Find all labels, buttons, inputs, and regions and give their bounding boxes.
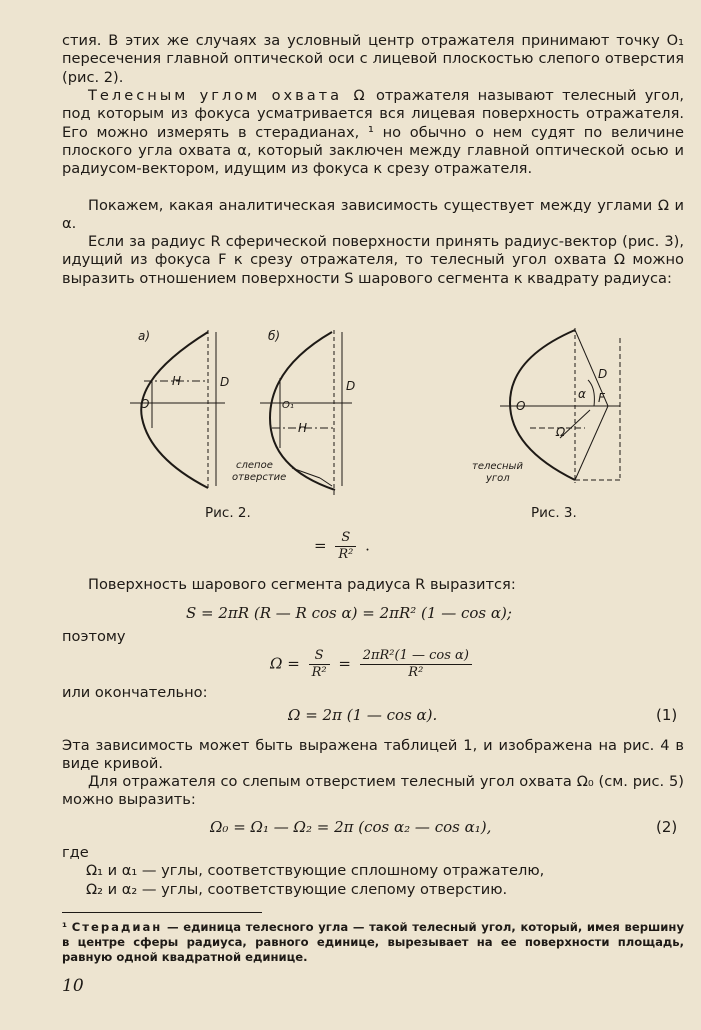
footnote-term: Стерадиан [71,920,163,934]
figure-3 [470,318,645,498]
paragraph-4: Если за радиус R сферической поверхности принять радиус-вектор (рис. 3), идущий из фокуса F к срезу отражателя, то телесный угол охвата Ω можно выразить отношением поверхности S шарового сегмента к квадрату радиуса: [62,233,684,287]
formula-2: Ω₀ = Ω₁ — Ω₂ = 2π (cos α₂ — cos α₁), [210,818,492,836]
footnote [62,920,684,965]
footnote-text: — единица телесного угла — такой телесный угол, который, имея вершину в центре сферы радиуса, равного единице, вырезывает на ее поверхности площадь, равную одной квадратной единице. [62,920,684,964]
fig3-label-O: O [516,399,526,413]
paragraph-7: Для отражателя со слепым отверстием телесный угол охвата Ω₀ (см. рис. 5) можно выразить: [62,773,684,809]
word-finally: или окончательно: [62,684,208,701]
fig2-label-H-a: H [172,374,182,388]
fig3-label-alpha: α [578,387,586,401]
fig2-label-a: а) [138,329,151,343]
fig3-label-Omega: Ω [556,425,566,439]
reflector-a-arc [141,332,208,488]
word-where: где [62,844,89,861]
footnote-rule [62,912,262,913]
fig2-blind-hole-2: отверстие [232,472,287,483]
definition-2: Ω₂ и α₂ — углы, соответствующие слепому отверстию. [86,881,508,898]
paragraph-5: Поверхность шарового сегмента радиуса R выразится: [88,576,516,593]
formula-omega-ratio: = $\frac{S}{\text{R²}}$ . [314,530,370,562]
fig2-blind-hole-1: слепое [236,460,273,471]
fig2-label-H-b: H [298,421,308,435]
fig2-label-D-a: D [220,375,230,389]
fig2-label-D-b: D [346,379,356,393]
equation-number-2: (2) [656,818,678,836]
term-solid-angle: Телесным углом охвата Ω [88,87,368,104]
formula-surface: S = 2πR (R — R cos α) = 2πR² (1 — cos α); [186,604,512,622]
fig2-label-b: б) [268,329,281,343]
definition-1: Ω₁ и α₁ — углы, соответствующие сплошному отражателю, [86,862,545,879]
fig2-label-O1: O₁ [282,400,294,411]
paragraph-6: Эта зависимость может быть выражена таблицей 1, и изображена на рис. 4 в виде кривой. [62,737,684,773]
fig3-solid-angle-1: телесный [472,461,523,472]
fig2-label-O: O [140,397,150,411]
equation-number-1: (1) [656,706,678,724]
fig3-solid-angle-2: угол [486,473,510,484]
word-therefore: поэтому [62,628,126,645]
fig3-label-D: D [598,367,608,381]
paragraph-2-text: отражателя называют телесный угол, под которым из фокуса усматривается вся лицевая поверхность отражателя. Его можно измерять в стерадианах, ¹ но обычно о нем судят по величине плоского угла охвата α, который заключен между главной оптической осью и радиусом-вектором, идущим из фокуса к срезу отражателя. [62,87,684,178]
formula-1: Ω = 2π (1 — cos α). [288,706,438,724]
footnote-mark: ¹ [62,920,68,934]
formula-omega-derivation: Ω = $\frac{S}{\text{R²}}$ = $\frac{\text{2πR²(1 — cos α)}}{\text{R²}}$ [270,648,476,681]
paragraph-2 [62,87,684,178]
paragraph-1: стия. В этих же случаях за условный центр отражателя принимают точку O₁ пересечения главной оптической оси с лицевой плоскостью слепого отверстия (рис. 2). [62,32,684,86]
figure-3-caption: Рис. 3. [531,505,577,521]
figure-2 [120,318,380,503]
page-number: 10 [62,976,84,996]
fig3-label-F: F [598,391,605,405]
paragraph-3: Покажем, какая аналитическая зависимость существует между углами Ω и α. [62,197,684,233]
figure-2-caption: Рис. 2. [205,505,251,521]
